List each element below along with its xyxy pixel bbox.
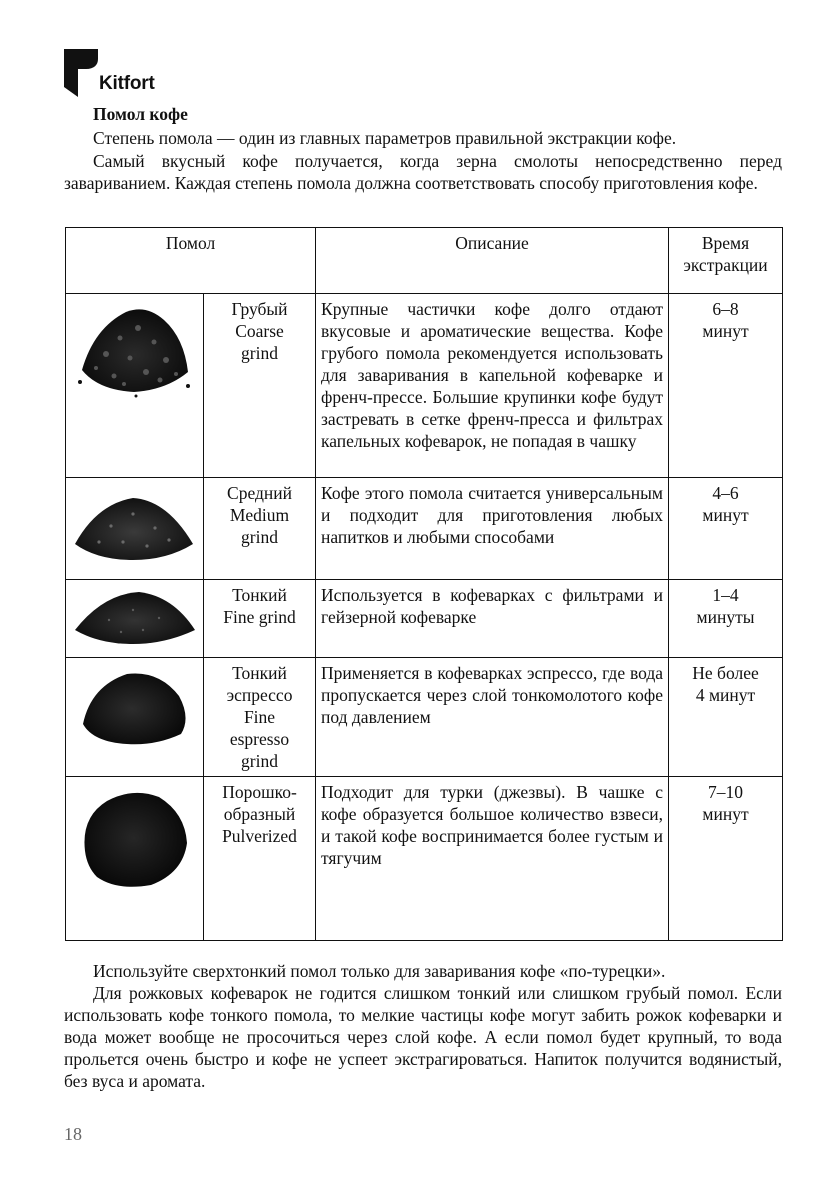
grind-name-coarse: Грубый Coarse grind [204,294,316,478]
brand-name: Kitfort [99,73,155,94]
medium-grind-image-cell [66,478,204,580]
kitfort-logo [64,47,155,97]
kitfort-logo-icon [64,49,98,97]
grind-time-fine: 1–4 минуты [669,580,783,658]
intro-paragraph-2: Самый вкусный кофе получается, когда зерна смолоты непосредственно перед завариванием. Каждая степень помола должна соответствовать способу приготовления кофе. [64,151,782,193]
header-extraction-time: Время экстракции [669,228,783,294]
intro-paragraph-1: Степень помола — один из главных параметров правильной экстракции кофе. [93,128,677,148]
grind-description-coarse: Крупные частички кофе долго отдают вкусовые и ароматические вещества. Кофе грубого помола рекомендуется использовать для заваривания в капельной кофеварке и френч-прессе. Большие крупинки кофе будут застревать в сетке френч-пресса и фильтрах капельных кофеварок, не попадая в чашку [316,294,669,478]
grind-table [65,227,783,941]
table-row [66,478,783,580]
grind-name-pulverized: Порошко- образный Pulverized [204,777,316,941]
fine-espresso-grind-image [79,662,191,748]
header-grind: Помол [66,228,316,294]
pulverized-grind-image-cell [66,777,204,941]
fine-grind-image-cell [66,580,204,658]
grind-name-fine-espresso: Тонкий эспрессо Fine espresso grind [204,658,316,777]
page-number: 18 [64,1124,82,1144]
table-header-row [66,228,783,294]
footer-paragraph-2: Для рожковых кофеварок не годится слишком тонкий или слишком грубый помол. Если использовать кофе тонкого помола, то мелкие частицы кофе могут забить рожок кофеварки и вода может вообще не просочиться через слой кофе. А если помол будет крупный, то вода прольется очень быстро и кофе не успеет экстрагироваться. Напиток получится водянистый, без вуса и аромата. [64,983,782,1091]
table-row [66,658,783,777]
section-title: Помол кофе [93,104,188,124]
grind-time-fine-espresso: Не более 4 минут [669,658,783,777]
table-row [66,580,783,658]
grind-description-pulverized: Подходит для турки (джезвы). В чашке с кофе образуется большое количество взвеси, и такой кофе воспринимается более густым и тягучим [316,777,669,941]
medium-grind-image [71,482,199,562]
pulverized-grind-image [77,781,193,893]
grind-description-medium: Кофе этого помола считается универсальным и подходит для приготовления любых напитков и любыми способами [316,478,669,580]
footer-paragraph-1: Используйте сверхтонкий помол только для заваривания кофе «по-турецки». [93,961,666,981]
grind-description-fine-espresso: Применяется в кофеварках эспрессо, где вода пропускается через слой тонкомолотого кофе под давлением [316,658,669,777]
fine-espresso-grind-image-cell [66,658,204,777]
table-row [66,777,783,941]
coarse-grind-image-cell [66,294,204,478]
grind-time-pulverized: 7–10 минут [669,777,783,941]
fine-grind-image [73,584,197,646]
grind-name-fine: Тонкий Fine grind [204,580,316,658]
grind-description-fine: Используется в кофеварках с фильтрами и гейзерной кофеварке [316,580,669,658]
table-row [66,294,783,478]
grind-name-medium: Средний Medium grind [204,478,316,580]
coarse-grind-image [76,298,194,398]
grind-time-coarse: 6–8 минут [669,294,783,478]
grind-time-medium: 4–6 минут [669,478,783,580]
header-description: Описание [316,228,669,294]
